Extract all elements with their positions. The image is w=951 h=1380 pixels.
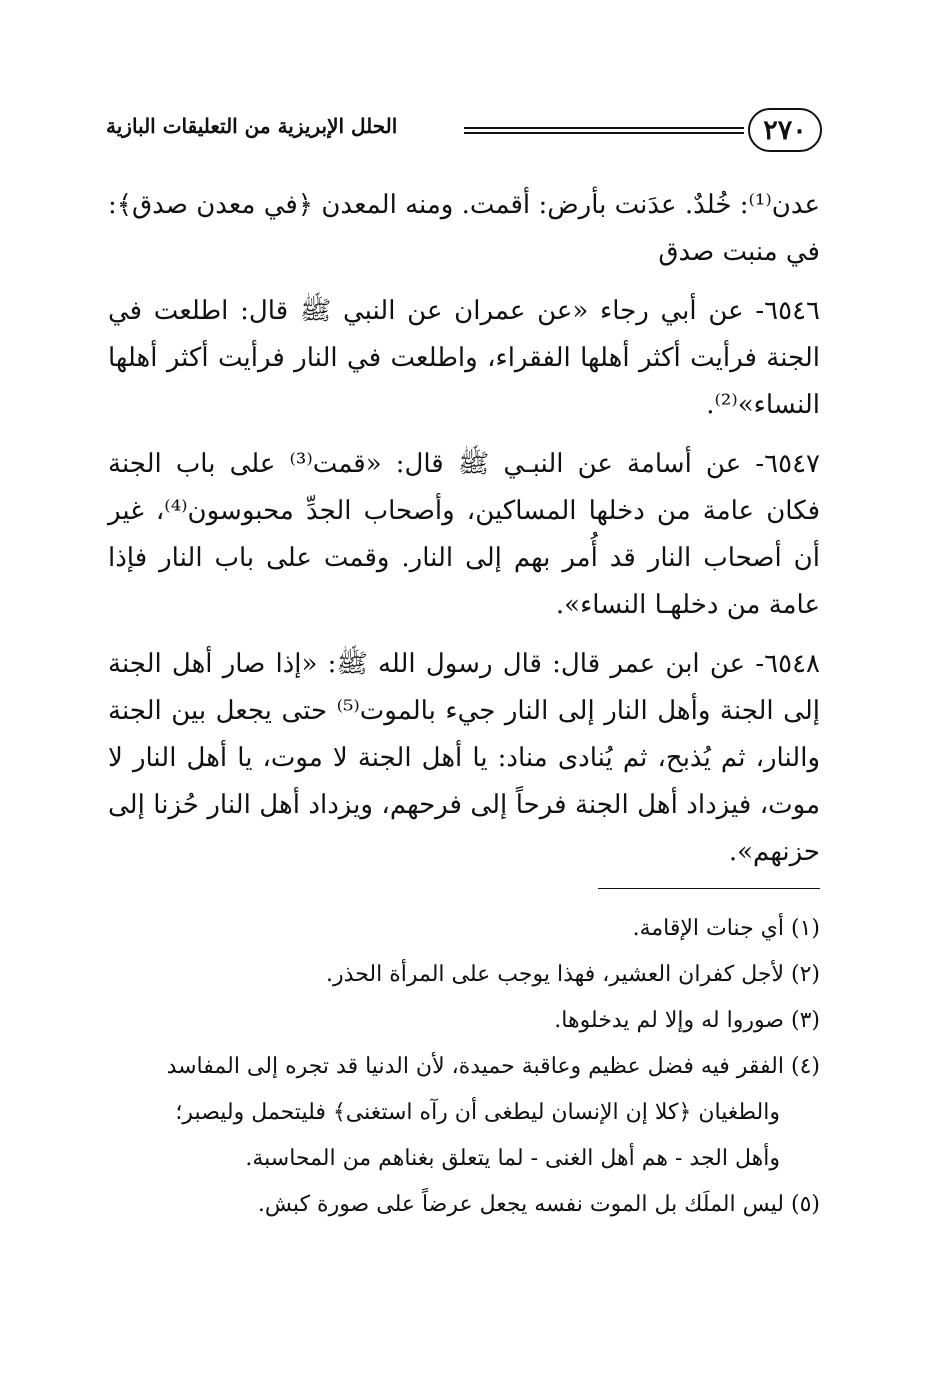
page-header: [100, 108, 822, 158]
running-title: الحلل الإبريزية من التعليقات البازية: [106, 114, 398, 138]
footnote-separator: [598, 888, 820, 889]
header-double-rule: [464, 127, 744, 134]
page-number-badge: ٢٧٠: [748, 108, 822, 152]
hadith-6546: ٦٥٤٦- عن أبي رجاء «عن عمران عن النبي ﷺ قال: اطلعت في الجنة فرأيت أكثر أهلها الفقراء، واطلعت في النار فرأيت أكثر أهلها النساء»⁽²⁾.: [108, 296, 820, 420]
hadith-6548: ٦٥٤٨- عن ابن عمر قال: قال رسول الله ﷺ: «إذا صار أهل الجنة إلى الجنة وأهل النار إلى النار جيء بالموت⁽⁵⁾ حتى يجعل بين الجنة والنار، ثم يُذبح، ثم يُنادى مناد: يا أهل الجنة لا موت، يا أهل النار لا موت، فيزداد أهل الجنة فرحاً إلى فرحهم، ويزداد أهل النار حُزنا إلى حزنهم».: [108, 649, 820, 867]
footnote-4: (٤) الفقر فيه فضل عظيم وعاقبة حميدة، لأن الدنيا قد تجره إلى المفاسد: [166, 1054, 820, 1079]
footnote-4-continued: والطغيان ﴿كلا إن الإنسان ليطغى أن رآه استغنى﴾ فليتحمل وليصبر؛: [175, 1100, 780, 1125]
hadith-6547: ٦٥٤٧- عن أسامة عن النبـي ﷺ قال: «قمت⁽³⁾ على باب الجنة فكان عامة من دخلها المساكين، وأصحاب الجدِّ محبوسون⁽⁴⁾، غير أن أصحاب النار قد أُمر بهم إلى النار. وقمت على باب النار فإذا عامة من دخلهـا النساء».: [108, 449, 820, 620]
entry-adn: عدن⁽¹⁾: خُلدٌ. عدَنت بأرض: أقمت. ومنه المعدن ﴿في معدن صدق﴾: في منبت صدق: [108, 190, 820, 267]
footnote-3: (٣) صوروا له وإلا لم يدخلوها.: [554, 1008, 820, 1033]
footnote-5: (٥) ليس الملَك بل الموت نفسه يجعل عرضاً على صورة كبش.: [257, 1192, 820, 1217]
main-text: [108, 182, 820, 888]
footnote-4-continued-2: وأهل الجد - هم أهل الغنى - لما يتعلق بغناهم من المحاسبة.: [245, 1146, 780, 1171]
footnote-1: (١) أي جنات الإقامة.: [632, 916, 820, 941]
footnotes: [108, 906, 820, 1228]
footnote-2: (٢) لأجل كفران العشير، فهذا يوجب على المرأة الحذر.: [326, 962, 820, 987]
